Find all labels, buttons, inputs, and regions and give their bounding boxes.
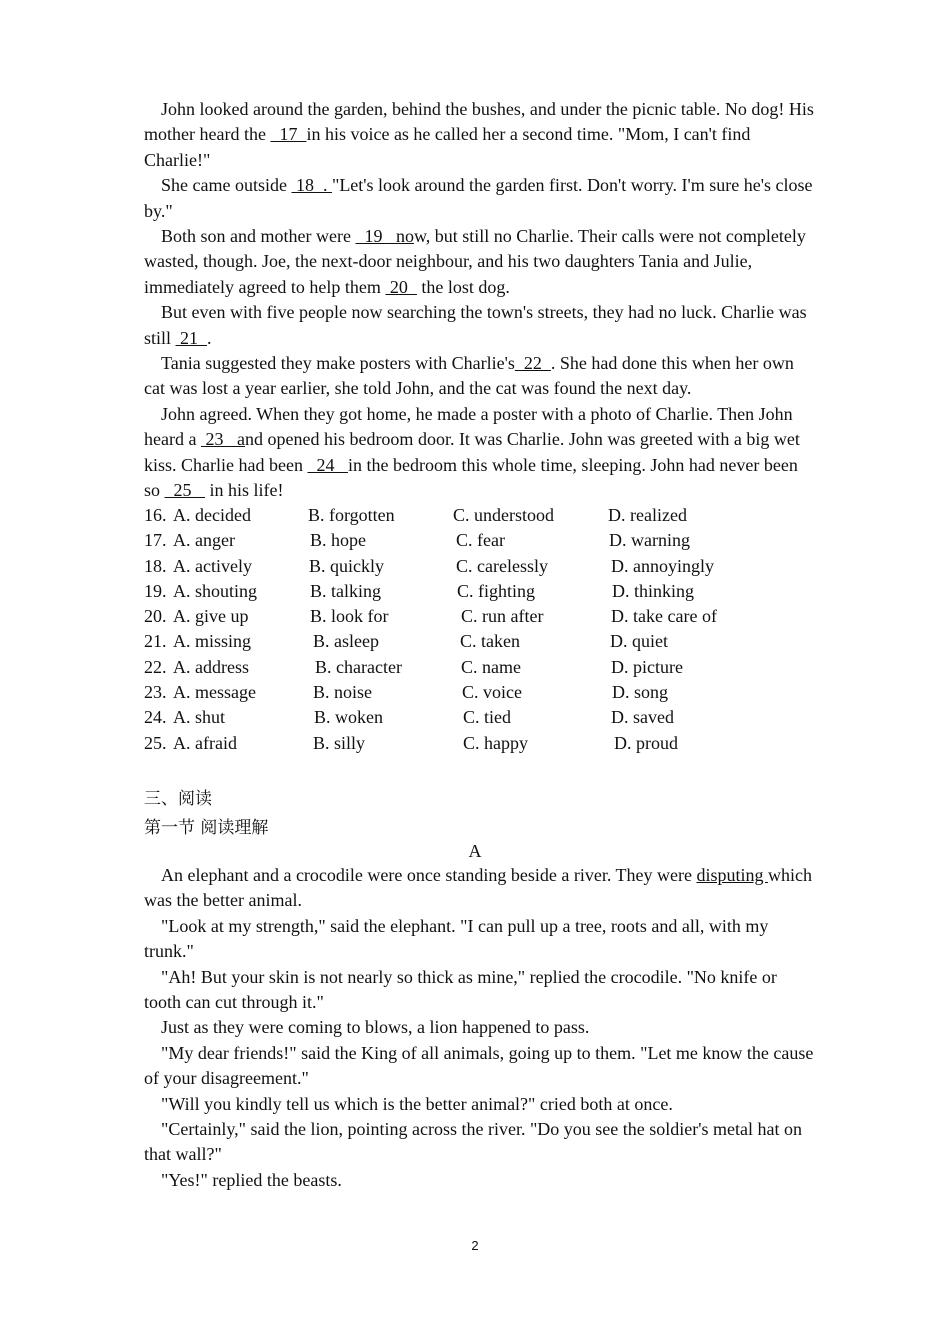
blank-25: 25 bbox=[164, 480, 206, 501]
cloze-paragraph-3: Both son and mother were 19 now, but still no Charlie. Their calls were not completely wasted, though. Joe, the next-door neighbour, and his two daughters Tania and Julie, immediately agreed to help them 20 the lost dog. bbox=[144, 226, 806, 297]
option-text: 16. bbox=[144, 505, 167, 525]
option-text: A. message bbox=[173, 682, 256, 703]
blank-18: 18 . bbox=[291, 175, 332, 196]
reading-paragraph-1: An elephant and a crocodile were once standing beside a river. They were disputing which was the better animal. bbox=[144, 865, 812, 911]
option-text: 18. bbox=[144, 555, 167, 576]
option-text: D. annoyingly bbox=[611, 555, 714, 576]
option-row bbox=[144, 554, 816, 579]
option-text: B. forgotten bbox=[308, 505, 395, 525]
blank-20: 20 bbox=[385, 276, 417, 297]
blank-19: 19 no bbox=[355, 226, 414, 247]
option-text: B. look for bbox=[310, 606, 389, 627]
option-row bbox=[144, 680, 816, 705]
option-text: D. quiet bbox=[610, 631, 668, 652]
option-text: B. talking bbox=[310, 580, 381, 601]
passage-label: A bbox=[468, 841, 482, 861]
option-text: A. actively bbox=[173, 555, 252, 576]
option-row bbox=[144, 579, 816, 604]
reading-paragraph-7: "Certainly," said the lion, pointing across the river. "Do you see the soldier's metal hat on that wall?" bbox=[144, 1119, 802, 1165]
underlined-word: disputing bbox=[696, 865, 768, 885]
answer-options bbox=[144, 503, 816, 756]
cloze-paragraph-5: Tania suggested they make posters with Charlie's 22 . She had done this when her own cat was lost a year earlier, she told John, and the cat was found the next day. bbox=[144, 353, 794, 399]
option-text: 17. bbox=[144, 530, 167, 551]
reading-paragraph-8: "Yes!" replied the beasts. bbox=[161, 1169, 342, 1190]
option-row bbox=[144, 604, 816, 629]
cloze-paragraph-6: John agreed. When they got home, he made a poster with a photo of Charlie. Then John heard a 23 and opened his bedroom door. It was Charlie. John was greeted with a big wet kiss. Charlie had been 24 in the bedroom this whole time, sleeping. John had never been so 25 in his life! bbox=[144, 403, 800, 501]
cloze-paragraph-4: But even with five people now searching the town's streets, they had no luck. Charlie was still 21 . bbox=[144, 302, 807, 348]
reading-passage-a bbox=[144, 863, 816, 1193]
cloze-passage bbox=[144, 97, 816, 504]
option-text: A. address bbox=[173, 656, 249, 677]
option-text: B. noise bbox=[313, 682, 373, 703]
option-text: A. shouting bbox=[173, 580, 258, 601]
option-row bbox=[144, 528, 816, 553]
reading-paragraph-4: Just as they were coming to blows, a lion happened to pass. bbox=[161, 1017, 590, 1038]
blank-21: 21 bbox=[175, 327, 208, 348]
option-text: D. warning bbox=[609, 530, 690, 551]
option-row bbox=[144, 629, 816, 654]
option-text: D. realized bbox=[608, 505, 687, 525]
option-text: D. saved bbox=[611, 707, 674, 728]
option-text: D. thinking bbox=[612, 580, 695, 601]
reading-paragraph-2: "Look at my strength," said the elephant. "I can pull up a tree, roots and all, with my trunk." bbox=[144, 915, 769, 962]
option-text: 21. bbox=[144, 631, 167, 652]
option-text: A. decided bbox=[173, 505, 251, 525]
option-text: C. carelessly bbox=[456, 555, 548, 576]
option-text: A. afraid bbox=[173, 732, 237, 753]
option-text: C. taken bbox=[460, 631, 520, 652]
option-text: C. run after bbox=[461, 606, 544, 627]
option-text: B. hope bbox=[310, 530, 366, 551]
option-text: C. name bbox=[461, 656, 521, 677]
option-text: A. give up bbox=[173, 606, 249, 627]
option-text: 19. bbox=[144, 580, 167, 601]
option-text: C. tied bbox=[463, 707, 511, 728]
option-text: A. anger bbox=[173, 530, 235, 551]
option-text: 20. bbox=[144, 606, 167, 627]
option-text: C. fear bbox=[456, 530, 505, 551]
option-text: 25. bbox=[144, 732, 167, 753]
option-text: A. shut bbox=[173, 707, 226, 728]
option-text: B. silly bbox=[313, 732, 366, 753]
option-row bbox=[144, 731, 816, 756]
cloze-paragraph-2: She came outside 18 . "Let's look around the garden first. Don't worry. I'm sure he's close by." bbox=[144, 175, 813, 221]
option-row bbox=[144, 503, 816, 528]
option-row bbox=[144, 705, 816, 730]
section-subheading: 第一节 阅读理解 bbox=[144, 818, 269, 838]
cloze-paragraph-1: John looked around the garden, behind the bushes, and under the picnic table. No dog! His mother heard the 17 in his voice as he called her a second time. "Mom, I can't find Charlie!" bbox=[144, 99, 814, 170]
reading-paragraph-6: "Will you kindly tell us which is the better animal?" cried both at once. bbox=[161, 1093, 673, 1114]
option-text: C. voice bbox=[462, 682, 522, 703]
option-text: D. song bbox=[612, 682, 669, 703]
option-text: 22. bbox=[144, 656, 167, 677]
option-text: C. understood bbox=[453, 505, 554, 525]
option-text: 23. bbox=[144, 682, 167, 703]
section-heading: 三、阅读 bbox=[144, 789, 212, 809]
reading-paragraph-5: "My dear friends!" said the King of all animals, going up to them. "Let me know the cause of your disagreement." bbox=[144, 1042, 814, 1089]
blank-17: 17 bbox=[270, 124, 307, 145]
option-text: D. picture bbox=[611, 656, 683, 677]
blank-24: 24 bbox=[307, 454, 348, 475]
option-text: A. missing bbox=[173, 631, 252, 652]
option-text: B. quickly bbox=[309, 555, 384, 576]
option-text: C. happy bbox=[463, 732, 528, 753]
blank-22: 22 bbox=[514, 353, 551, 374]
option-text: B. woken bbox=[314, 707, 383, 728]
option-text: B. character bbox=[315, 656, 402, 677]
page-number: 2 bbox=[471, 1238, 479, 1253]
option-text: D. proud bbox=[614, 732, 678, 753]
option-text: C. fighting bbox=[457, 580, 536, 601]
option-text: 24. bbox=[144, 707, 167, 728]
option-text: D. take care of bbox=[611, 606, 717, 627]
option-row bbox=[144, 655, 816, 680]
blank-23: 23 a bbox=[200, 429, 245, 450]
reading-paragraph-3: "Ah! But your skin is not nearly so thick as mine," replied the crocodile. "No knife or tooth can cut through it." bbox=[144, 966, 777, 1013]
option-text: B. asleep bbox=[313, 631, 379, 652]
